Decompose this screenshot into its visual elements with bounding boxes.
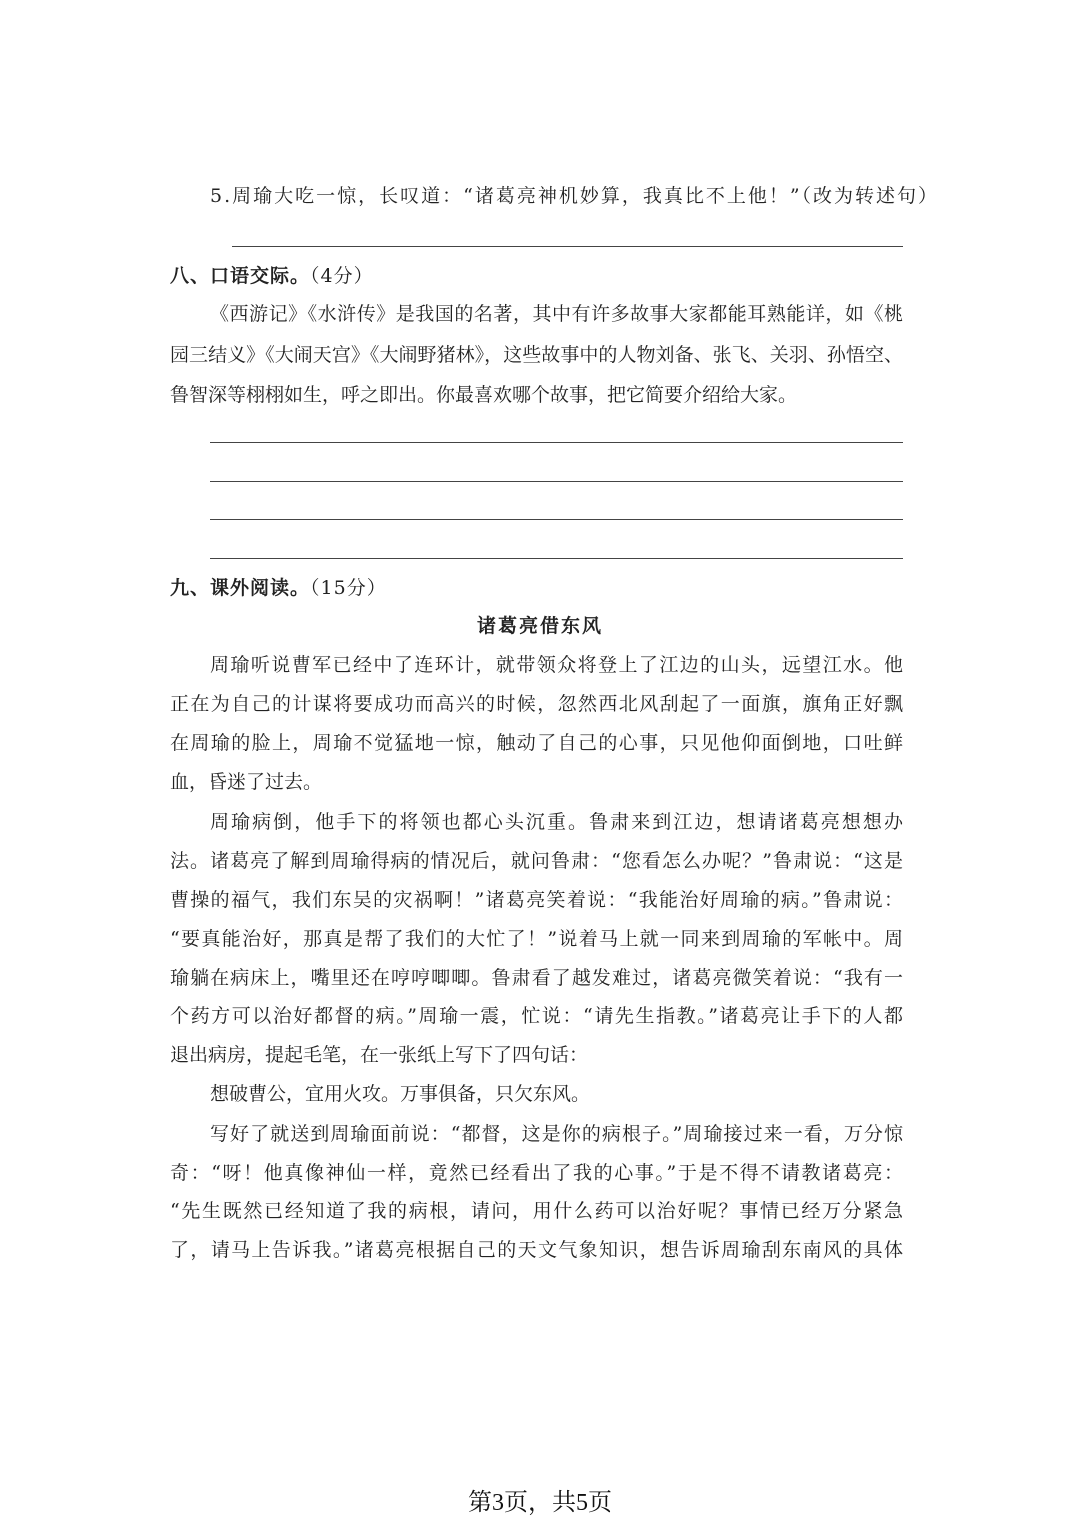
- section-8-line: 园三结义》《大闹天宫》《大闹野猪林》，这些故事中的人物刘备、张飞、关羽、孙悟空、: [170, 344, 903, 366]
- story-line: 想破曹公，宜用火攻。万事俱备，只欠东风。: [210, 1083, 591, 1105]
- page-number-footer: 第3页，共5页: [468, 1490, 612, 1516]
- section-8-answer-line[interactable]: [210, 519, 903, 520]
- section-8-score: （4分）: [310, 265, 374, 287]
- story-line: 法。诸葛亮了解到周瑜得病的情况后，就问鲁肃：“您看怎么办呢？”鲁肃说：“这是: [170, 850, 903, 872]
- section-9-heading: [170, 574, 387, 602]
- story-line: 曹操的福气，我们东吴的灾祸啊！”诸葛亮笑着说：“我能治好周瑜的病。”鲁肃说：: [170, 889, 903, 911]
- story-line: 周瑜听说曹军已经中了连环计，就带领众将登上了江边的山头，远望江水。他: [210, 654, 903, 676]
- section-8-line: 《西游记》《水浒传》是我国的名著，其中有许多故事大家都能耳熟能详，如《桃: [210, 303, 903, 325]
- section-8-line: 鲁智深等栩栩如生，呼之即出。你最喜欢哪个故事，把它简要介绍给大家。: [170, 384, 798, 406]
- story-title: 诸葛亮借东风: [476, 615, 603, 637]
- section-8-title: 八、口语交际。: [170, 265, 311, 287]
- story-line: 血，昏迷了过去。: [170, 771, 323, 793]
- story-line: 正在为自己的计谋将要成功而高兴的时候，忽然西北风刮起了一面旗，旗角正好飘: [170, 693, 903, 715]
- story-line: 周瑜病倒，他手下的将领也都心头沉重。鲁肃来到江边，想请诸葛亮想想办: [210, 811, 903, 833]
- story-line: “先生既然已经知道了我的病根，请问，用什么药可以治好呢？事情已经万分紧急: [170, 1200, 903, 1222]
- story-line: 在周瑜的脸上，周瑜不觉猛地一惊，触动了自己的心事，只见他仰面倒地，口吐鲜: [170, 732, 903, 754]
- story-line: “要真能治好，那真是帮了我们的大忙了！”说着马上就一同来到周瑜的军帐中。周: [170, 928, 903, 950]
- section-9-title: 九、课外阅读。: [170, 577, 311, 599]
- story-line: 瑜躺在病床上，嘴里还在哼哼唧唧。鲁肃看了越发难过，诸葛亮微笑着说：“我有一: [170, 967, 903, 989]
- section-8-heading: [170, 262, 374, 290]
- story-line: 奇：“呀！他真像神仙一样，竟然已经看出了我的心事。”于是不得不请教诸葛亮：: [170, 1162, 903, 1184]
- section-9-score: （15分）: [310, 577, 387, 599]
- question-5-answer-line[interactable]: [232, 246, 903, 247]
- story-line: 写好了就送到周瑜面前说：“都督，这是你的病根子。”周瑜接过来一看，万分惊: [210, 1123, 903, 1145]
- section-8-answer-line[interactable]: [210, 558, 903, 559]
- question-5-text: 5.周瑜大吃一惊，长叹道：“诸葛亮神机妙算，我真比不上他！”（改为转述句）: [210, 185, 940, 207]
- story-line: 了，请马上告诉我。”诸葛亮根据自己的天文气象知识，想告诉周瑜刮东南风的具体: [170, 1239, 903, 1261]
- section-8-answer-line[interactable]: [210, 442, 903, 443]
- story-line: 个药方可以治好都督的病。”周瑜一震，忙说：“请先生指教。”诸葛亮让手下的人都: [170, 1005, 903, 1027]
- section-8-answer-line[interactable]: [210, 481, 903, 482]
- story-line: 退出病房，提起毛笔，在一张纸上写下了四句话：: [170, 1044, 589, 1066]
